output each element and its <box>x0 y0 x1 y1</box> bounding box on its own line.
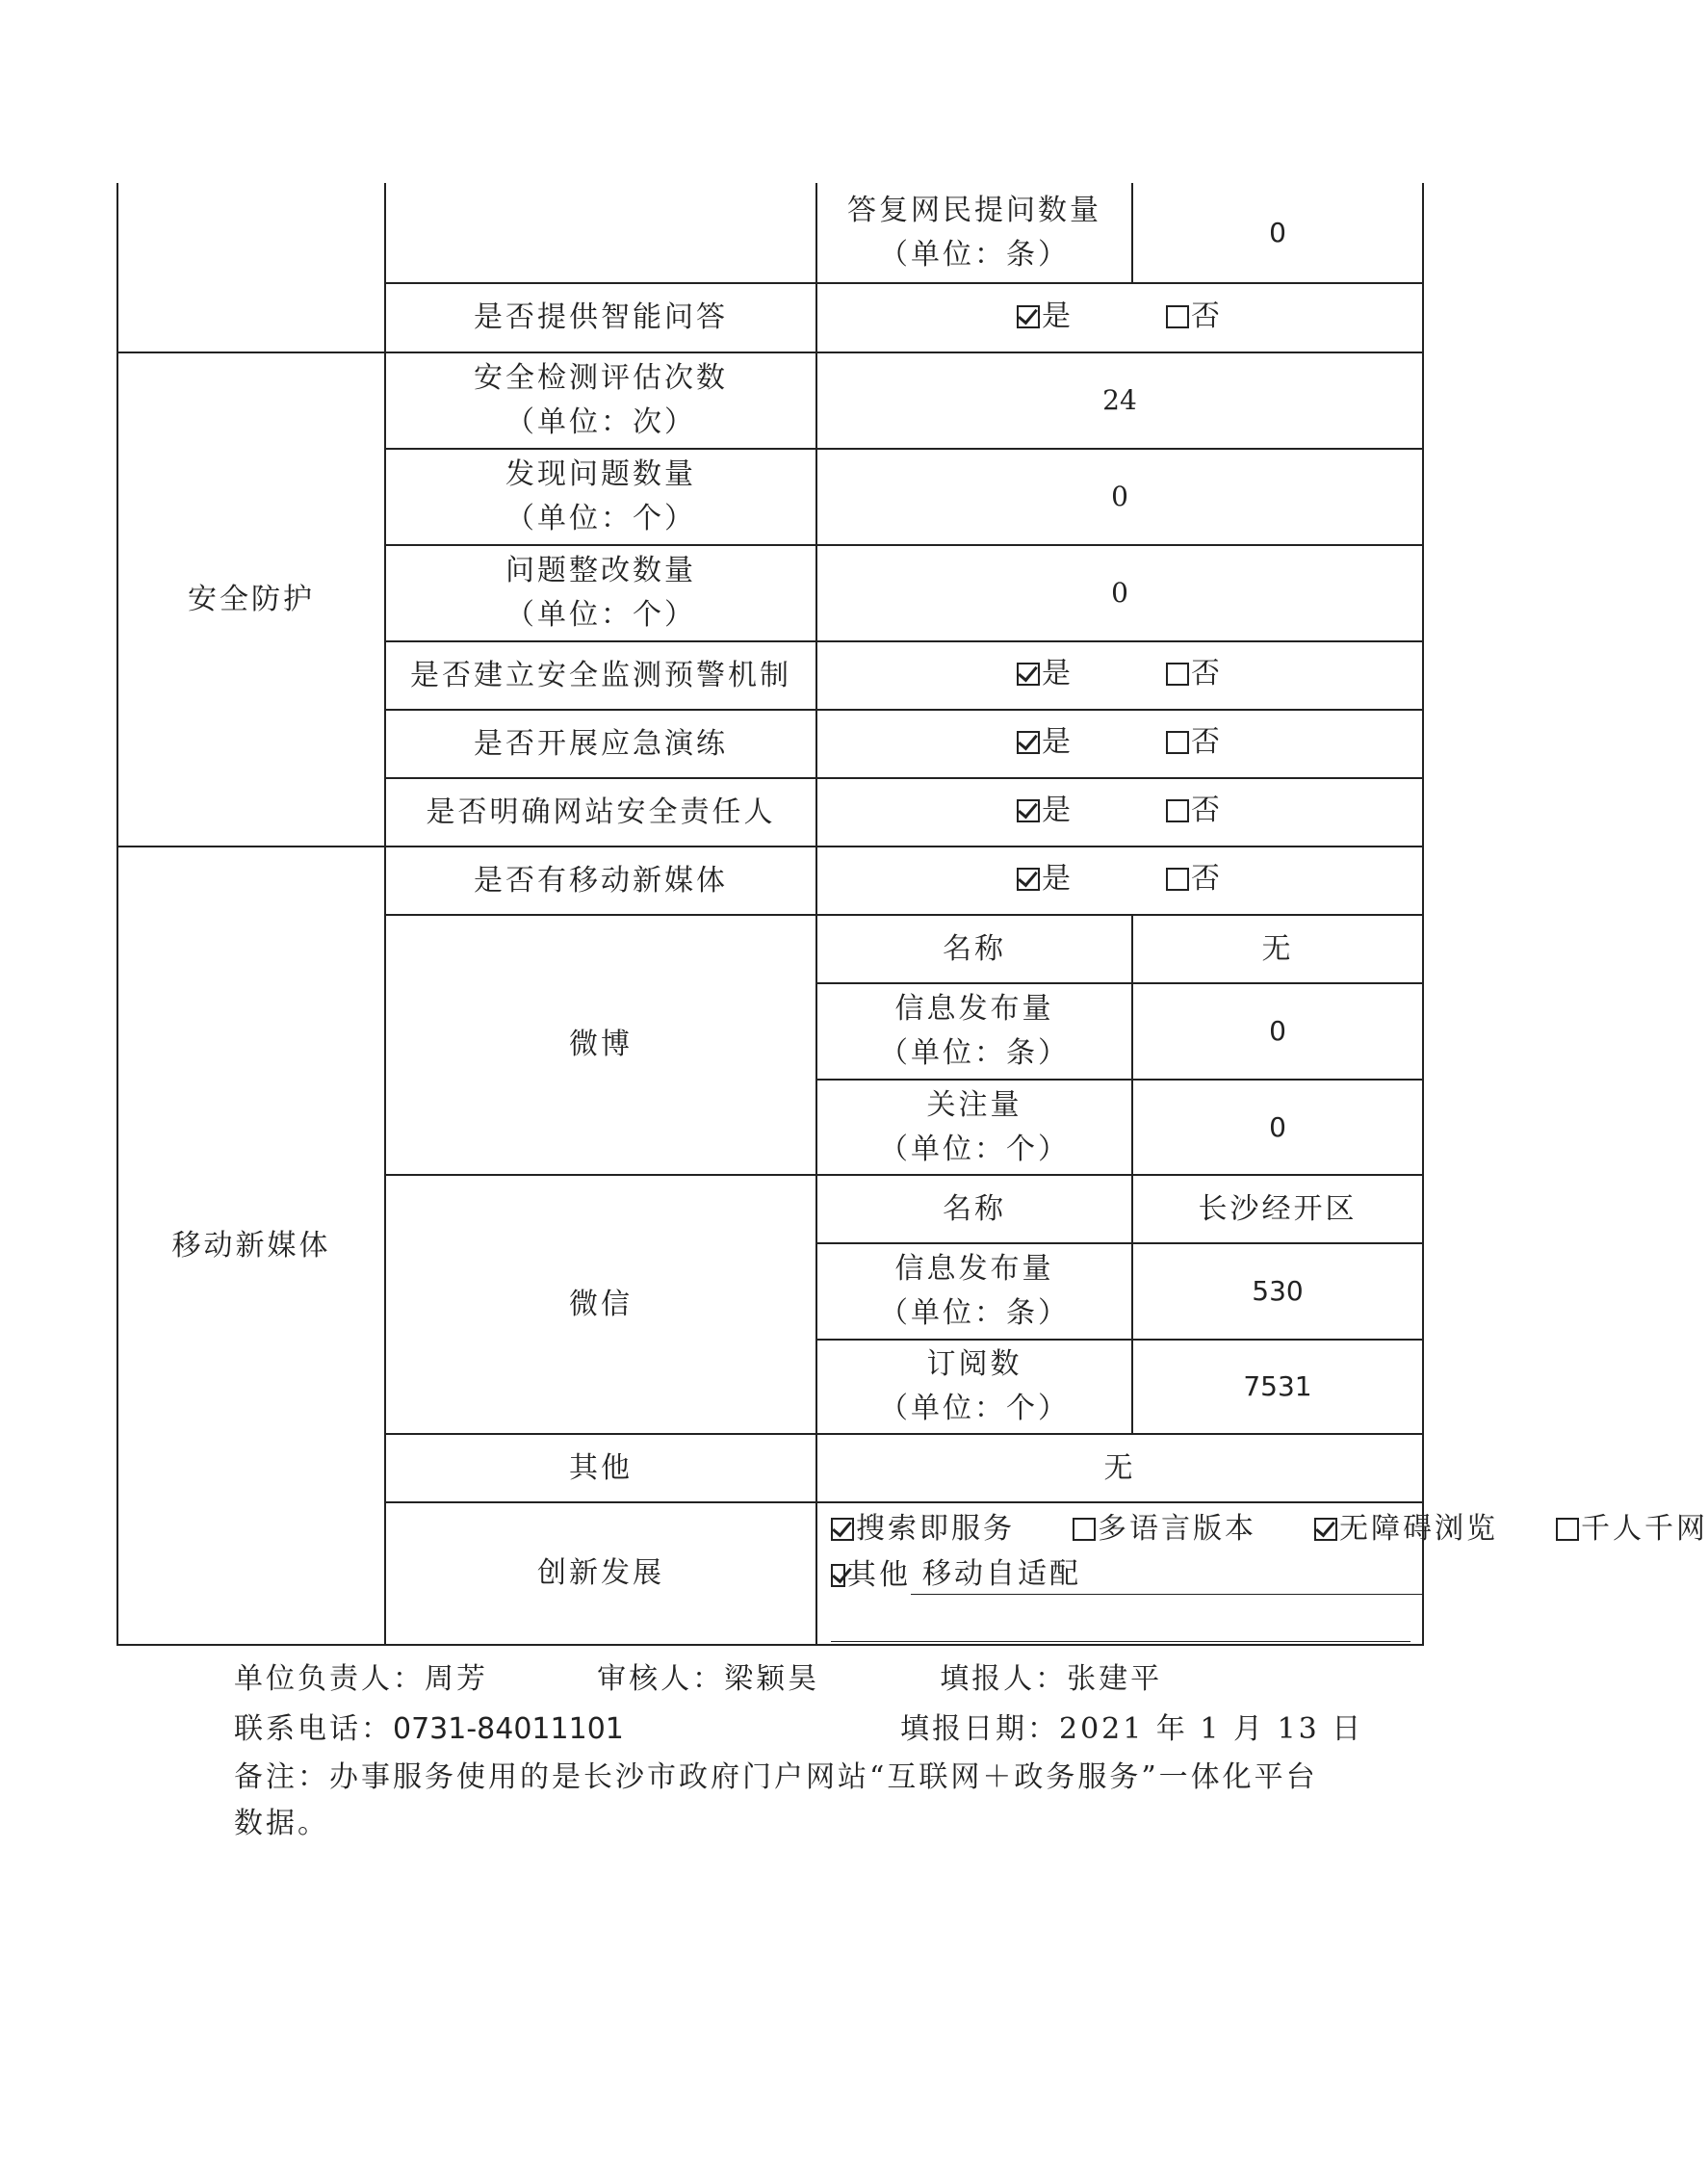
has-mobile-label: 是否有移动新媒体 <box>385 847 816 915</box>
drill-yes-checkbox[interactable] <box>1017 731 1040 754</box>
footer-contact <box>234 1705 624 1747</box>
fill-date: 填报日期：2021 年 1 月 13 日 <box>900 1712 1364 1746</box>
weibo-followers-label: 关注量 （单位：个） <box>816 1080 1132 1175</box>
note-line-2: 数据。 <box>234 1807 329 1840</box>
weibo-label: 微博 <box>385 915 816 1175</box>
emergency-drill-label: 是否开展应急演练 <box>385 710 816 778</box>
weibo-posts-value: 0 <box>1132 983 1423 1080</box>
weibo-posts-label: 信息发布量 （单位：条） <box>816 983 1132 1080</box>
smart-qa-label: 是否提供智能问答 <box>385 283 816 352</box>
innovation-options: 搜索即服务 多语言版本 无障碍浏览 千人千网 其他 移动自适配 <box>816 1502 1423 1645</box>
responsible-person-options: 是 否 <box>816 778 1423 847</box>
innovation-section-title: 创新发展 <box>385 1502 816 1645</box>
responsible-no-checkbox[interactable] <box>1166 799 1189 822</box>
wechat-name-value: 长沙经开区 <box>1132 1175 1423 1243</box>
wechat-posts-value: 530 <box>1132 1243 1423 1340</box>
wechat-subs-value: 7531 <box>1132 1340 1423 1434</box>
warning-no-checkbox[interactable] <box>1166 663 1189 686</box>
mobile-other-label: 其他 <box>385 1434 816 1502</box>
issues-found-label: 发现问题数量 （单位：个） <box>385 449 816 545</box>
warning-mechanism-label: 是否建立安全监测预警机制 <box>385 641 816 710</box>
issues-found-value: 0 <box>816 449 1423 545</box>
issues-fixed-label: 问题整改数量 （单位：个） <box>385 545 816 641</box>
detect-times-label: 安全检测评估次数 （单位：次） <box>385 352 816 449</box>
responsible-person-label: 是否明确网站安全责任人 <box>385 778 816 847</box>
smart-qa-options: 是 否 <box>816 283 1423 352</box>
innovation-other-field[interactable]: 移动自适配 <box>911 1555 1422 1595</box>
weibo-followers-value: 0 <box>1132 1080 1423 1175</box>
mobile-section-title: 移动新媒体 <box>117 847 385 1645</box>
report-table <box>116 183 1708 1646</box>
continued-subsection-cell <box>385 183 816 283</box>
search-service-checkbox[interactable] <box>831 1518 854 1541</box>
issues-fixed-value: 0 <box>816 545 1423 641</box>
filler: 填报人：张建平 <box>940 1662 1163 1696</box>
responsible-yes-checkbox[interactable] <box>1017 799 1040 822</box>
reviewer: 审核人：梁颖昊 <box>597 1662 820 1696</box>
wechat-subs-label: 订阅数 （单位：个） <box>816 1340 1132 1434</box>
weibo-name-label: 名称 <box>816 915 1132 983</box>
drill-no-checkbox[interactable] <box>1166 731 1189 754</box>
multilang-checkbox[interactable] <box>1073 1518 1096 1541</box>
warning-mechanism-options: 是 否 <box>816 641 1423 710</box>
mobile-other-value: 无 <box>816 1434 1423 1502</box>
wechat-posts-label: 信息发布量 （单位：条） <box>816 1243 1132 1340</box>
detect-times-value: 24 <box>816 352 1423 449</box>
security-section-title: 安全防护 <box>117 352 385 847</box>
innovation-other-checkbox[interactable] <box>831 1564 845 1587</box>
continued-section-cell <box>117 183 385 352</box>
weibo-name-value: 无 <box>1132 915 1423 983</box>
answer-count-value: 0 <box>1132 183 1423 283</box>
wechat-name-label: 名称 <box>816 1175 1132 1243</box>
warning-yes-checkbox[interactable] <box>1017 663 1040 686</box>
wechat-label: 微信 <box>385 1175 816 1434</box>
answer-count-label: 答复网民提问数量 （单位：条） <box>816 183 1132 283</box>
mobile-no-checkbox[interactable] <box>1166 868 1189 891</box>
accessibility-checkbox[interactable] <box>1314 1518 1337 1541</box>
table-row <box>117 352 1423 449</box>
has-mobile-options: 是 否 <box>816 847 1423 915</box>
table-row <box>117 183 1423 283</box>
mobile-yes-checkbox[interactable] <box>1017 868 1040 891</box>
unit-head: 单位负责人：周芳 <box>234 1662 488 1696</box>
personalized-checkbox[interactable] <box>1556 1518 1579 1541</box>
innovation-blank-line <box>831 1599 1410 1642</box>
phone-label: 联系电话： <box>234 1712 393 1746</box>
phone-value: 0731-84011101 <box>393 1712 624 1746</box>
smart-qa-yes-checkbox[interactable] <box>1017 305 1040 328</box>
footer-signatures <box>234 1654 1162 1697</box>
note-line-1: 备注：办事服务使用的是长沙市政府门户网站“互联网＋政务服务”一体化平台 <box>234 1760 1318 1794</box>
table-row <box>117 847 1423 915</box>
emergency-drill-options: 是 否 <box>816 710 1423 778</box>
smart-qa-no-checkbox[interactable] <box>1166 305 1189 328</box>
